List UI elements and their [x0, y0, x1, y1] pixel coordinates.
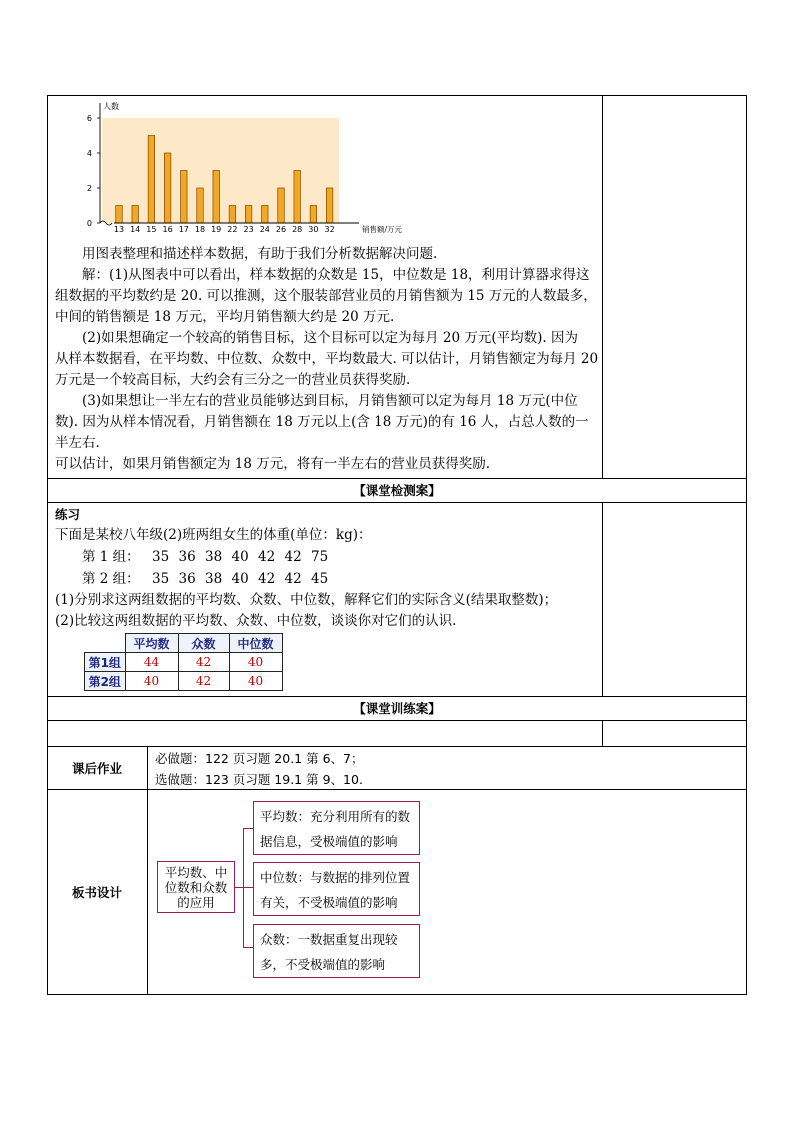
cell-mode: 42 — [178, 653, 229, 672]
table-border-bottom — [47, 994, 747, 995]
bar — [116, 206, 123, 224]
weight-value: 42 — [258, 549, 276, 565]
stats-table — [84, 633, 283, 691]
header-mean: 平均数 — [125, 634, 178, 653]
table-row — [85, 653, 283, 672]
table-corner — [85, 634, 126, 653]
bar — [164, 153, 171, 223]
solution-p2-line: 从样本数据看，在平均数、中位数、众数中，平均数最大. 可以估计，月销售额定为每月 20 — [55, 351, 599, 367]
x-tick-label: 26 — [275, 225, 287, 234]
solution-p3-line: 半左右. — [55, 435, 100, 451]
group2-label: 第 2 组： — [82, 571, 140, 587]
row-divider — [47, 746, 747, 747]
practice-prompt: 下面是某校八年级(2)班两组女生的体重(单位：kg)： — [55, 527, 372, 543]
x-tick-label: 13 — [113, 225, 125, 234]
solution-p1-line: 中间的销售额是 18 万元，平均月销售额大约是 20 万元. — [55, 309, 395, 325]
bar — [245, 206, 252, 224]
bar — [294, 171, 301, 224]
row-label: 第1组 — [85, 653, 126, 672]
weight-value: 42 — [258, 571, 276, 587]
board-item-median: 中位数：与数据的排列位置有关，不受极端值的影响 — [253, 862, 420, 916]
row-divider — [47, 789, 747, 790]
sales-bar-chart — [55, 98, 403, 238]
weight-value: 38 — [205, 549, 223, 565]
group1-label: 第 1 组： — [82, 549, 140, 565]
x-tick-label: 17 — [178, 225, 189, 234]
solution-p3-line: (3)如果想让一半左右的营业员能够达到目标，月销售额可以定为每月 18 万元(中位 — [82, 393, 578, 409]
cell-median: 40 — [229, 653, 282, 672]
y-axis-label: 人数 — [103, 102, 119, 111]
x-tick-label: 19 — [211, 225, 222, 234]
x-tick-label: 28 — [292, 225, 303, 234]
question-2: (2)比较这两组数据的平均数、众数、中位数，谈谈你对它们的认识. — [55, 613, 457, 629]
bar — [310, 206, 317, 224]
practice-title: 练习 — [55, 507, 81, 522]
section-title-check: 【课堂检测案】 — [353, 483, 441, 498]
row-label: 第2组 — [85, 672, 126, 691]
cell-median: 40 — [229, 672, 282, 691]
solution-p1-line: 解：(1)从图表中可以看出，样本数据的众数是 15，中位数是 18，利用计算器求得这 — [82, 267, 590, 283]
bar — [197, 188, 204, 223]
x-tick-label: 23 — [243, 225, 254, 234]
x-tick-label: 22 — [227, 225, 238, 234]
bracket-connector — [235, 887, 243, 888]
bar — [262, 206, 269, 224]
weight-value: 40 — [231, 549, 249, 565]
col-divider — [602, 502, 603, 696]
table-row — [85, 672, 283, 691]
header-median: 中位数 — [229, 634, 282, 653]
cell-mean: 44 — [125, 653, 178, 672]
bar — [326, 188, 333, 223]
table-border-left — [47, 95, 48, 995]
bar — [132, 206, 139, 224]
col-divider — [147, 746, 148, 994]
board-center-topic: 平均数、中位数和众数的应用 — [157, 861, 235, 913]
x-tick-label: 16 — [162, 225, 173, 234]
y-tick-label: 2 — [86, 184, 92, 193]
bar — [229, 206, 236, 224]
x-tick-label: 24 — [259, 225, 270, 234]
section-title-train: 【课堂训练案】 — [353, 701, 441, 716]
x-tick-label: 18 — [194, 225, 206, 234]
weight-value: 36 — [178, 549, 196, 565]
bar — [278, 188, 285, 223]
bracket-connector — [243, 887, 253, 888]
y-tick-label: 4 — [86, 149, 92, 158]
board-item-mean: 平均数：充分利用所有的数据信息，受极端值的影响 — [253, 801, 420, 855]
x-tick-label: 14 — [130, 225, 141, 234]
header-mode: 众数 — [178, 634, 229, 653]
row-divider — [47, 502, 747, 503]
weight-value: 75 — [311, 549, 329, 565]
weight-value: 42 — [284, 571, 302, 587]
y-tick-label: 0 — [86, 219, 92, 228]
solution-p3-line: 可以估计，如果月销售额定为 18 万元，将有一半左右的营业员获得奖励. — [55, 456, 491, 472]
solution-p3-line: 数). 因为从样本情况看，月销售额在 18 万元以上(含 18 万元)的有 16 人，占总人数的一 — [55, 414, 589, 430]
solution-p2-line: (2)如果想确定一个较高的销售目标，这个目标可以定为每月 20 万元(平均数). 因为 — [82, 330, 578, 346]
bar — [213, 171, 220, 224]
table-header-row — [85, 634, 283, 653]
question-1: (1)分别求这两组数据的平均数、众数、中位数，解释它们的实际含义(结果取整数)； — [55, 592, 558, 608]
x-tick-label: 30 — [308, 225, 319, 234]
cell-mean: 40 — [125, 672, 178, 691]
weight-value: 45 — [311, 571, 329, 587]
x-axis-label: 销售额/万元 — [362, 225, 403, 234]
weight-value: 40 — [231, 571, 249, 587]
board-label: 板书设计 — [71, 885, 122, 900]
col-divider — [602, 720, 603, 746]
weight-value: 35 — [152, 571, 170, 587]
row-divider — [47, 720, 747, 721]
bar — [181, 171, 188, 224]
col-divider — [602, 95, 603, 478]
bar — [148, 136, 155, 224]
homework-label: 课后作业 — [71, 761, 122, 776]
homework-required: 必做题：122 页习题 20.1 第 6、7； — [155, 751, 364, 766]
cell-mode: 42 — [178, 672, 229, 691]
row-divider — [47, 478, 747, 479]
weight-value: 38 — [205, 571, 223, 587]
weight-value: 36 — [178, 571, 196, 587]
x-tick-label: 15 — [146, 225, 157, 234]
homework-optional: 选做题：123 页习题 19.1 第 9、10. — [155, 772, 363, 787]
weight-value: 35 — [152, 549, 170, 565]
solution-p2-line: 万元是一个较高目标，大约会有三分之一的营业员获得奖励. — [55, 372, 411, 388]
table-border-right — [746, 95, 747, 995]
row-divider — [47, 696, 747, 697]
y-tick-label: 6 — [86, 114, 92, 123]
weight-value: 42 — [284, 549, 302, 565]
x-tick-label: 32 — [324, 225, 335, 234]
board-item-mode: 众数：一数据重复出现较多，不受极端值的影响 — [253, 924, 420, 978]
table-border-top — [47, 95, 747, 96]
intro-text: 用图表整理和描述样本数据，有助于我们分析数据解决问题. — [82, 246, 438, 262]
solution-p1-line: 组数据的平均数约是 20. 可以推测，这个服装部营业员的月销售额为 15 万元的人数最多， — [55, 288, 597, 304]
